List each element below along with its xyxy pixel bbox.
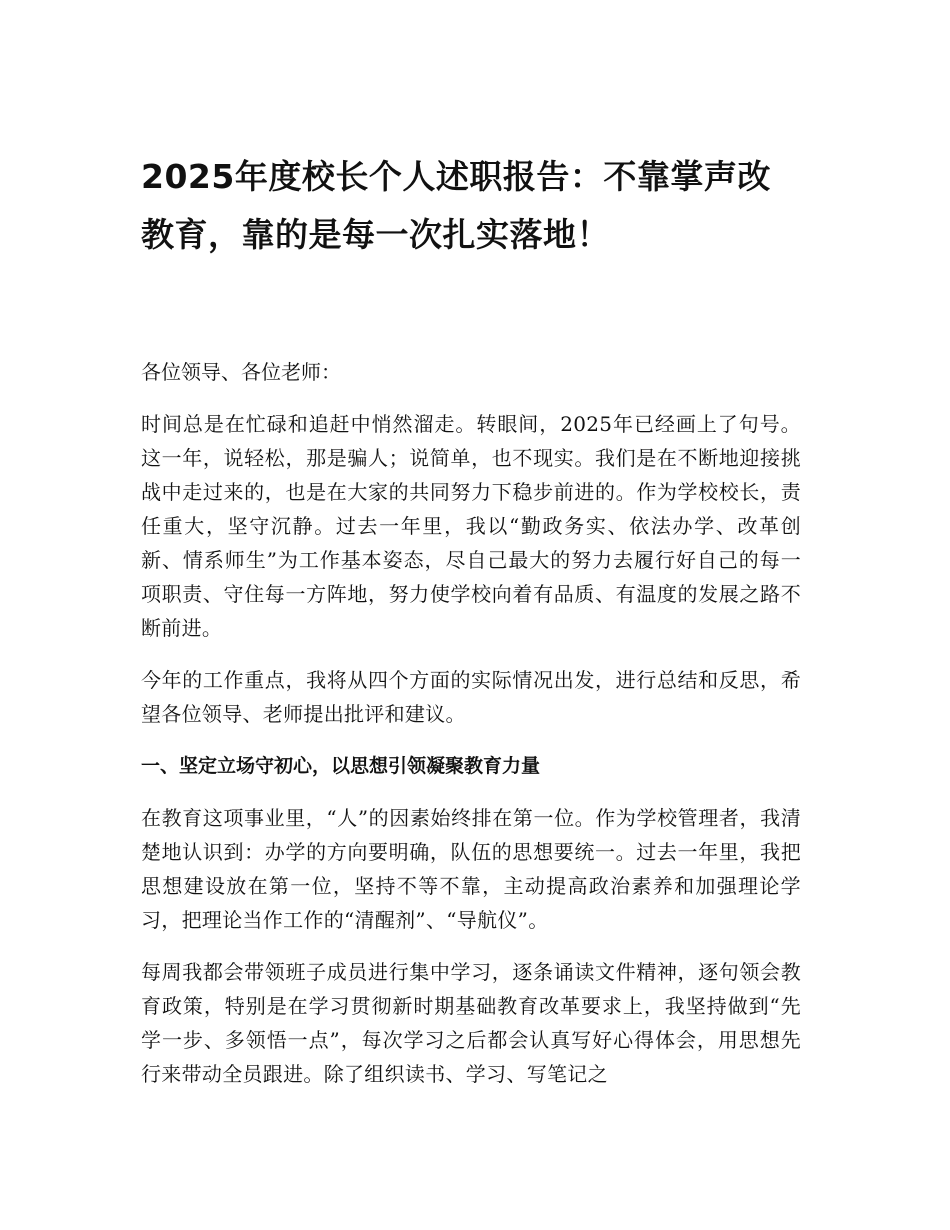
salutation: 各位领导、各位老师： [141,360,341,384]
intro-paragraph-1: 时间总是在忙碌和追赶中悄然溜走。转眼间，2025年已经画上了句号。这一年，说轻松，那是骗人；说简单，也不现实。我们是在不断地迎接挑战中走过来的，也是在大家的共同努力下稳步前进的。作为学校校长，责任重大，坚守沉静。过去一年里，我以“勤政务实、依法办学、改革创新、情系师生”为工作基本姿态，尽自己最大的努力去履行好自己的每一项职责、守住每一方阵地，努力使学校向着有品质、有温度的发展之路不断前进。 [141,412,801,640]
section1-paragraph-2: 每周我都会带领班子成员进行集中学习，逐条诵读文件精神，逐句领会教育政策，特别是在学习贯彻新时期基础教育改革要求上，我坚持做到“先学一步、多领悟一点”，每次学习之后都会认真写好心得体会，用思想先行来带动全员跟进。除了组织读书、学习、写笔记之 [141,960,801,1086]
section-heading-1: 一、坚定立场守初心，以思想引领凝聚教育力量 [141,755,541,777]
document-body [141,148,801,1091]
document-title: 2025年度校长个人述职报告：不靠掌声改教育，靠的是每一次扎实落地！ [141,157,771,254]
section1-paragraph-1: 在教育这项事业里，“人”的因素始终排在第一位。作为学校管理者，我清楚地认识到：办学的方向要明确，队伍的思想要统一。过去一年里，我把思想建设放在第一位，坚持不等不靠，主动提高政治素养和加强理论学习，把理论当作工作的“清醒剂”、“导航仪”。 [141,806,801,932]
intro-paragraph-2: 今年的工作重点，我将从四个方面的实际情况出发，进行总结和反思，希望各位领导、老师提出批评和建议。 [141,668,801,726]
